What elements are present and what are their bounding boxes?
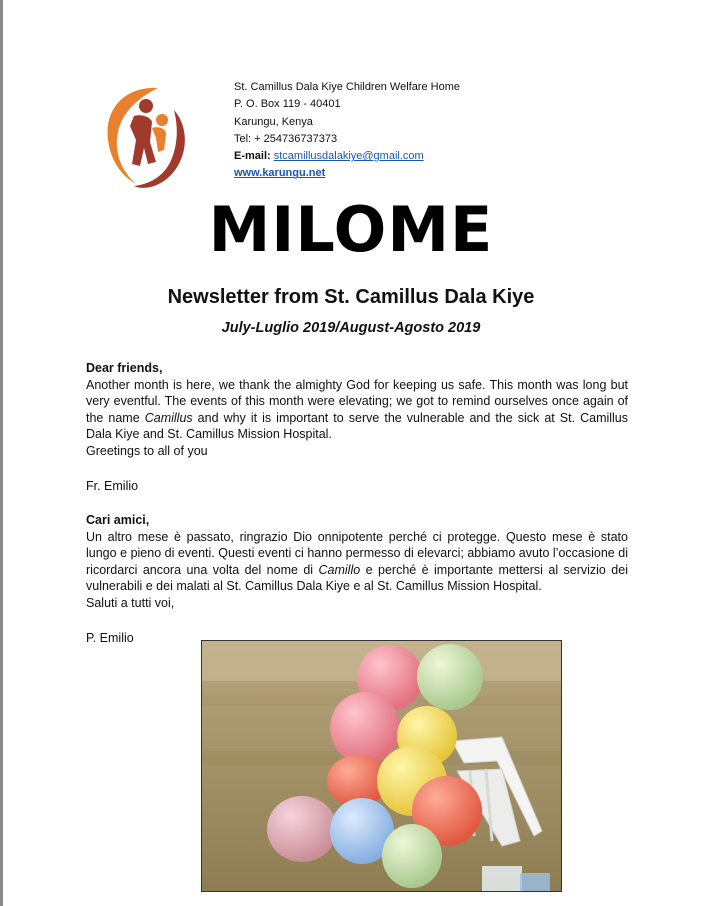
italian-letter	[86, 512, 628, 612]
page-left-border	[0, 0, 3, 906]
location: Karungu, Kenya	[234, 115, 313, 128]
newsletter-subtitle: Newsletter from St. Camillus Dala Kiye	[167, 286, 535, 308]
balloons-photo	[201, 640, 562, 892]
english-signature: Fr. Emilio	[86, 479, 139, 493]
email-line	[234, 148, 460, 165]
italian-greeting: Cari amici,	[86, 513, 150, 527]
children-embrace-logo-icon	[100, 80, 192, 192]
po-box: P. O. Box 119 - 40401	[234, 98, 341, 111]
italian-closing: Saluti a tutti voi,	[86, 595, 175, 610]
telephone: Tel: + 254736737373	[234, 132, 338, 145]
english-letter	[86, 360, 628, 460]
english-greeting: Dear friends,	[86, 361, 163, 375]
italian-body	[86, 529, 628, 595]
email-link[interactable]: stcamillusdalakiye@gmail.com	[273, 150, 424, 163]
english-signature-block	[86, 478, 628, 495]
italian-body-text-end: e perché è importante mettersi al servizio dei vulnerabili e dei malati al St. Camillus Dala Kiye e al St. Camillus Mission Hospital.	[86, 562, 628, 594]
website-line	[234, 165, 460, 182]
italian-signature: P. Emilio	[86, 631, 134, 645]
org-name: St. Camillus Dala Kiye Children Welfare Home	[234, 81, 460, 93]
italian-body-text: Un altro mese è passato, ringrazio Dio onnipotente perché ci protegge. Questo mese è stato lungo e pieno di eventi. Questi eventi ci hanno permesso di elevarci; abbiamo avuto l’occasione di ricordarci ancora una volta del nome di	[86, 529, 628, 577]
english-body	[86, 377, 628, 443]
newsletter-dates: July-Luglio 2019/August-Agosto 2019	[221, 320, 481, 336]
english-body-italic: Camillus	[144, 410, 193, 425]
english-body-text: Another month is here, we thank the almighty God for keeping us safe. This month was long but very eventful. The events of this month were elevating; we got to remind ourselves once again of the name	[86, 377, 628, 425]
masthead-title: MILOME	[208, 193, 494, 266]
website-link[interactable]: www.karungu.net	[234, 167, 326, 180]
contact-block	[234, 79, 460, 183]
email-label: E-mail:	[234, 150, 271, 163]
english-closing: Greetings to all of you	[86, 443, 208, 458]
english-body-text-end: and why it is important to serve the vulnerable and the sick at St. Camillus Dala Kiye and St. Camillus Mission Hospital.	[86, 410, 629, 442]
italian-body-italic: Camillo	[318, 562, 361, 577]
